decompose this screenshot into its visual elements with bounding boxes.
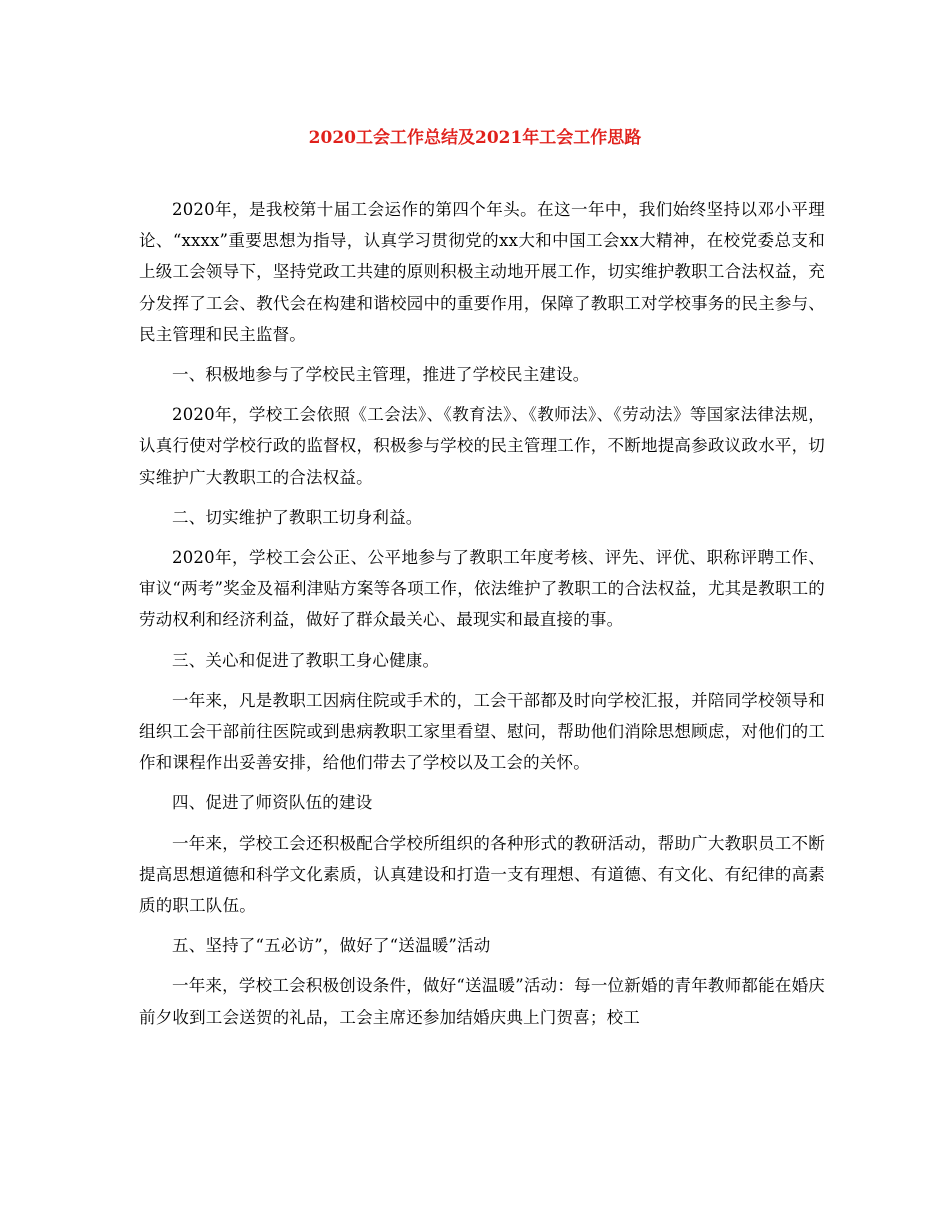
paragraph-2: 2020年，学校工会公正、公平地参与了教职工年度考核、评先、评优、职称评聘工作、审议“两考”奖金及福利津贴方案等各项工作，依法维护了教职工的合法权益，尤其是教职工的劳动权利和经济利益，做好了群众最关心、最现实和最直接的事。 — [139, 548, 825, 630]
paragraph-1: 2020年，学校工会依照《工会法》、《教育法》、《教师法》、《劳动法》等国家法律法规，认真行使对学校行政的监督权，积极参与学校的民主管理工作，不断地提高参政议政水平，切实维护广大教职工的合法权益。 — [139, 405, 825, 487]
paragraph-intro: 2020年，是我校第十届工会运作的第四个年头。在这一年中，我们始终坚持以邓小平理论、“xxxx”重要思想为指导，认真学习贯彻党的xx大和中国工会xx大精神，在校党委总支和上级工会领导下，坚持党政工共建的原则积极主动地开展工作，切实维护教职工合法权益，充分发挥了工会、教代会在构建和谐校园中的重要作用，保障了教职工对学校事务的民主参与、民主管理和民主监督。 — [139, 200, 825, 344]
section-heading-5: 五、坚持了“五必访”，做好了“送温暖”活动 — [172, 936, 491, 956]
paragraph-3: 一年来，凡是教职工因病住院或手术的，工会干部都及时向学校汇报，并陪同学校领导和组织工会干部前往医院或到患病教职工家里看望、慰问，帮助他们消除思想顾虑，对他们的工作和课程作出妥善安排，给他们带去了学校以及工会的关怀。 — [139, 690, 825, 773]
document-body — [139, 194, 825, 1042]
paragraph-5: 一年来，学校工会积极创设条件，做好“送温暖”活动：每一位新婚的青年教师都能在婚庆前夕收到工会送贺的礼品，工会主席还参加结婚庆典上门贺喜；校工 — [139, 976, 825, 1027]
section-heading-1: 一、积极地参与了学校民主管理，推进了学校民主建设。 — [172, 365, 590, 385]
document-title: 2020工会工作总结及2021年工会工作思路 — [308, 128, 642, 148]
section-heading-3: 三、关心和促进了教职工身心健康。 — [172, 650, 440, 670]
paragraph-4: 一年来，学校工会还积极配合学校所组织的各种形式的教研活动，帮助广大教职员工不断提高思想道德和科学文化素质，认真建设和打造一支有理想、有道德、有文化、有纪律的高素质的职工队伍。 — [139, 833, 825, 916]
section-heading-4: 四、促进了师资队伍的建设 — [172, 793, 373, 813]
section-heading-2: 二、切实维护了教职工切身利益。 — [172, 507, 423, 527]
